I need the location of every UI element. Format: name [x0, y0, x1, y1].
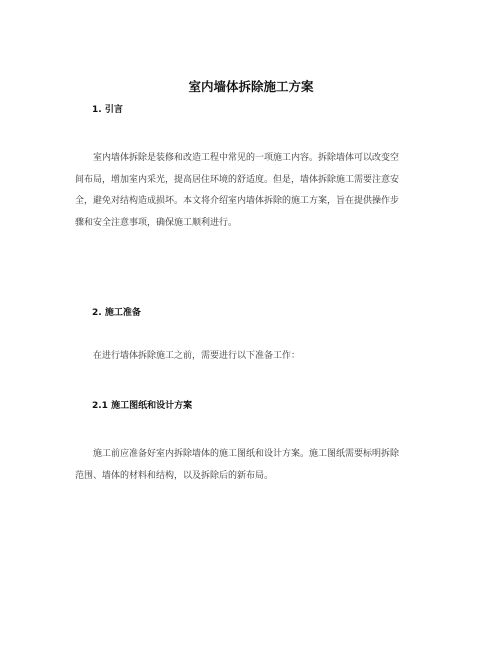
- paragraph-line: 骤和安全注意事项，确保施工顺利进行。: [75, 217, 238, 228]
- section-heading-introduction: 1. 引言: [92, 105, 123, 115]
- paragraph-line: 范围、墙体的材料和结构，以及拆除后的新布局。: [75, 470, 274, 481]
- paragraph-line: 间布局，增加室内采光，提高居住环境的舒适度。但是，墙体拆除施工需要注意安: [75, 174, 400, 185]
- section-heading-preparation: 2. 施工准备: [92, 308, 141, 318]
- paragraph-line: 在进行墙体拆除施工之前，需要进行以下准备工作：: [93, 351, 301, 361]
- paragraph-introduction: [75, 148, 429, 234]
- section-heading-drawings: 2.1 施工图纸和设计方案: [92, 401, 193, 411]
- paragraph-line: 全，避免对结构造成损坏。本文将介绍室内墙体拆除的施工方案，旨在提供操作步: [75, 196, 400, 207]
- paragraph-preparation: [75, 346, 429, 368]
- paragraph-line: 施工前应准备好室内拆除墙体的施工图纸和设计方案。施工图纸需要标明拆除: [93, 449, 400, 459]
- document-title: 室内墙体拆除施工方案: [188, 79, 314, 94]
- paragraph-drawings: [75, 444, 429, 487]
- paragraph-line: 室内墙体拆除是装修和改造工程中常见的一项施工内容。拆除墙体可以改变空: [93, 153, 400, 163]
